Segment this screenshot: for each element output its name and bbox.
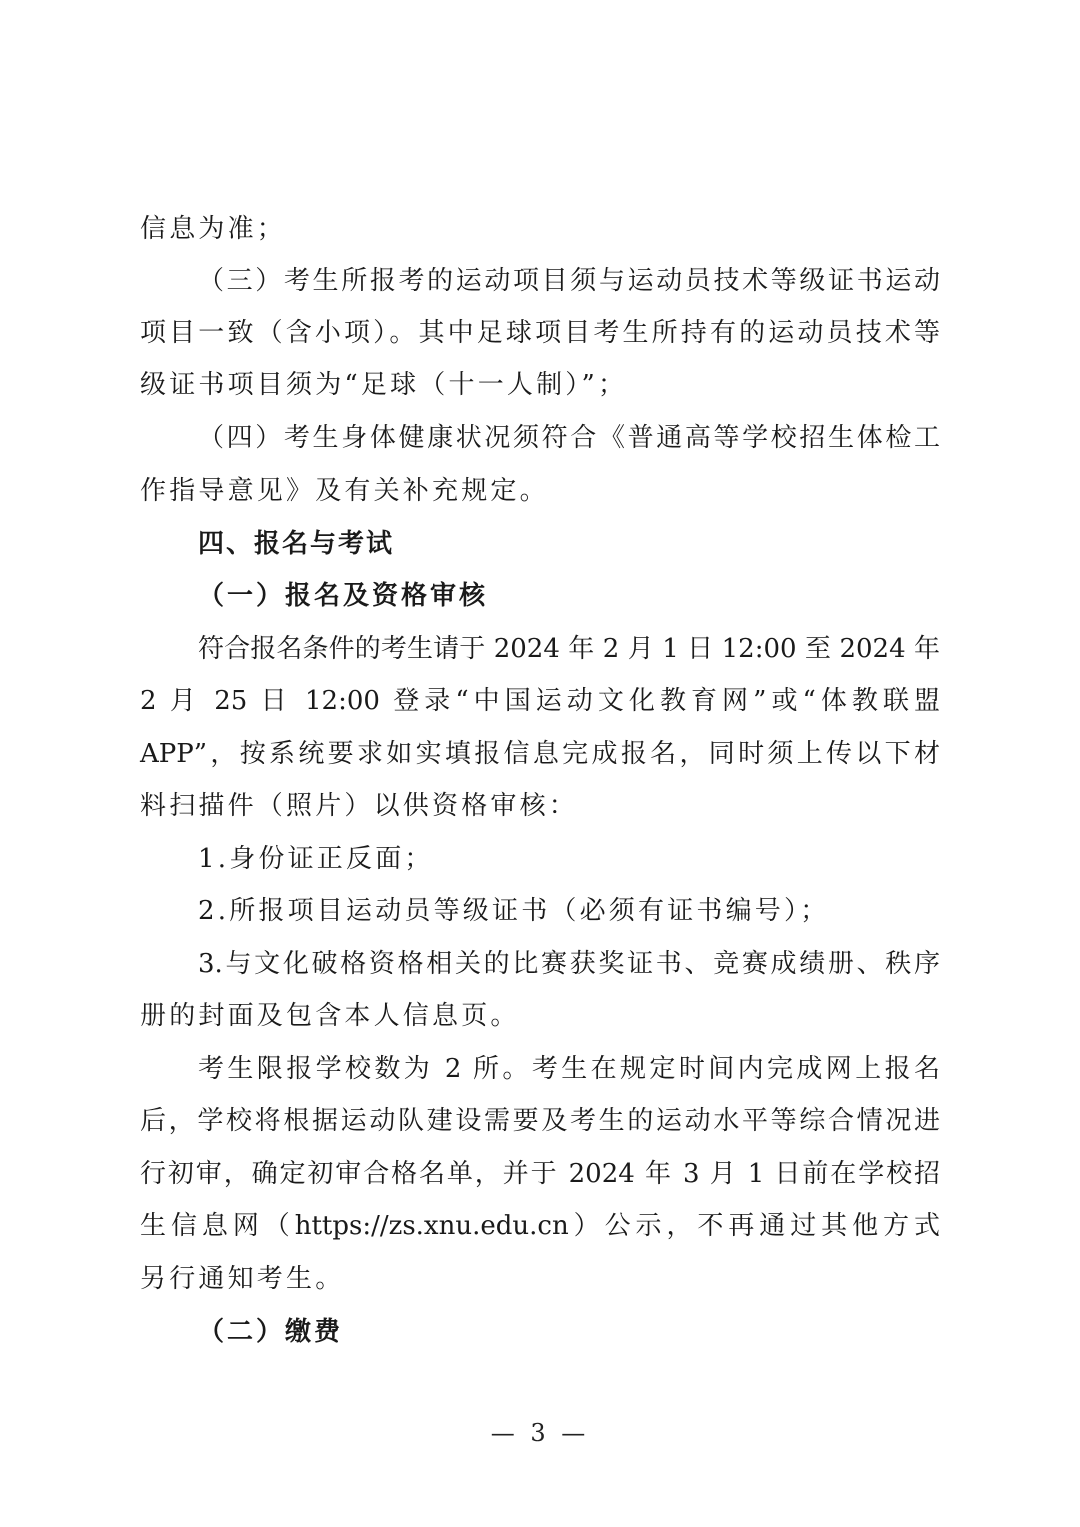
review-paragraph-line: 后，学校将根据运动队建设需要及考生的运动水平等综合情况进	[140, 1106, 940, 1136]
registration-paragraph-line: 料扫描件（照片）以供资格审核：	[140, 791, 579, 821]
section-heading-registration-and-exam: 四、报名与考试	[198, 529, 395, 559]
materials-list-item-line: 2.所报项目运动员等级证书（必须有证书编号）；	[198, 896, 830, 926]
registration-paragraph-line: APP”，按系统要求如实填报信息完成报名，同时须上传以下材	[140, 739, 940, 769]
registration-paragraph-line: 2 月 25 日 12:00 登录“中国运动文化教育网”或“体教联盟	[140, 686, 940, 716]
paragraph-line: （三）考生所报考的运动项目须与运动员技术等级证书运动	[198, 266, 940, 296]
review-paragraph-line: 考生限报学校数为 2 所。考生在规定时间内完成网上报名	[198, 1054, 940, 1084]
paragraph-line: （四）考生身体健康状况须符合《普通高等学校招生体检工	[198, 423, 940, 453]
subsection-heading-payment: （二）缴费	[198, 1317, 344, 1347]
paragraph-line: 项目一致（含小项）。其中足球项目考生所持有的运动员技术等	[140, 318, 940, 348]
page-number: — 3 —	[490, 1419, 590, 1447]
paragraph-line: 信息为准；	[140, 214, 287, 244]
paragraph-line: 级证书项目须为“足球（十一人制）”；	[140, 370, 628, 400]
paragraph-line: 作指导意见》及有关补充规定。	[140, 476, 549, 506]
subsection-heading-registration-review: （一）报名及资格审核	[198, 581, 489, 611]
review-paragraph-line: 另行通知考生。	[140, 1264, 345, 1294]
materials-list-item-line: 1.身份证正反面；	[198, 844, 434, 874]
review-paragraph-line: 行初审，确定初审合格名单，并于 2024 年 3 月 1 日前在学校招	[140, 1159, 940, 1189]
review-paragraph-line: 生信息网（https://zs.xnu.edu.cn）公示，不再通过其他方式	[140, 1211, 940, 1241]
materials-list-item-line: 3.与文化破格资格相关的比赛获奖证书、竞赛成绩册、秩序	[198, 949, 940, 979]
materials-list-item-line: 册的封面及包含本人信息页。	[140, 1001, 520, 1031]
registration-paragraph-line: 符合报名条件的考生请于 2024 年 2 月 1 日 12:00 至 2024 年	[198, 634, 940, 664]
